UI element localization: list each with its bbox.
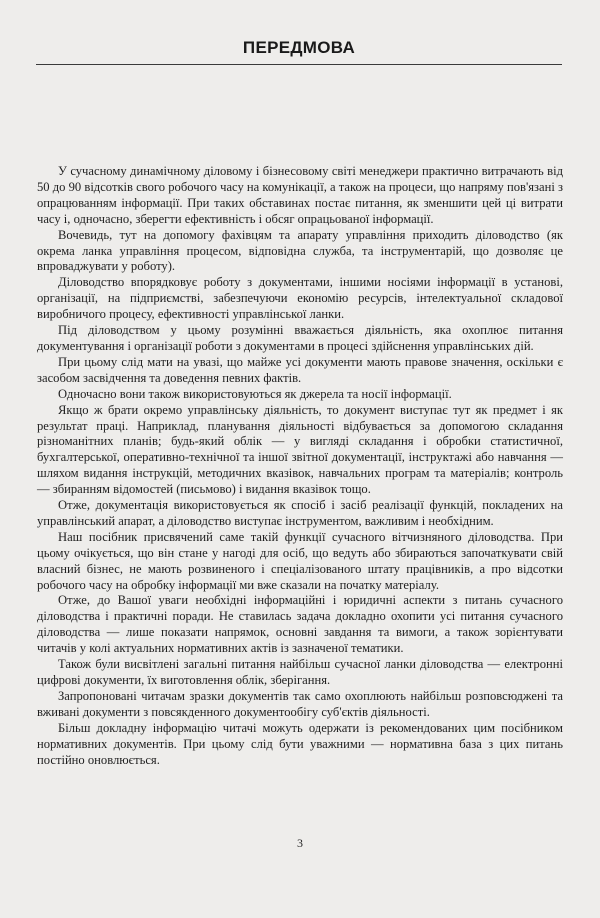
paragraph: Якщо ж брати окремо управлінську діяльність, то документ виступає тут як предмет і як результат праці. Наприклад, планування діяльності відбувається за допомогою складання різноманітних планів; будь-який облік — у вигляді складання і обробки статистичної, бухгалтерської, оперативно-технічної та іншої звітної документації, інструктажі або навчання — шляхом видання інструкцій, методичних вказівок, навчальних програм та матеріалів; контроль — збиранням відомостей (письмово) і видання вказівок тощо. (37, 402, 563, 497)
paragraph: Отже, документація використовується як спосіб і засіб реалізації функцій, покладених на управлінський апарат, а діловодство виступає інструментом, важливим і необхідним. (37, 498, 563, 528)
paragraph: Наш посібник присвячений саме такій функції сучасного вітчизняного діловодства. При цьому очікується, що він стане у нагоді для осіб, що ведуть або збираються започаткувати свій власний бізнес, не мають розвиненого і спеціалізованого штату працівників, а про відсотки робочого часу на обробку інформації ми вже сказали на початку матеріалу. (37, 529, 563, 592)
paragraph: Більш докладну інформацію читачі можуть одержати із рекомендованих цим посібником нормативних документів. При цьому слід бути уважними — нормативна база з цих питань постійно оновлюється. (37, 720, 563, 767)
paragraph: Також були висвітлені загальні питання найбільш сучасної ланки діловодства — електронні цифрові документи, їх виготовлення облік, зберігання. (37, 657, 563, 687)
paragraph: У сучасному динамічному діловому і бізнесовому світі менеджери практично витрачають від 50 до 90 відсотків свого робочого часу на комунікації, а також на процеси, що напряму пов'язані з опрацюванням інформації. При таких обставинах постає питання, як зменшити цей ці витрати часу і, одночасно, зберегти ефективність і обсяг опрацьованої інформації. (37, 164, 563, 226)
page-title: ПЕРЕДМОВА (242, 38, 356, 57)
paragraph: Отже, до Вашої уваги необхідні інформаційні і юридичні аспекти з питань сучасного діловодства і практичні поради. Не ставилась задача докладно охопити усі питання сучасного діловодства — лише показати напрямок, основні завдання та вимоги, а також зорієнтувати читачів у колі актуальних нормативних актів із зазначеної тематики. (37, 593, 563, 656)
page-number: 3 (297, 836, 303, 850)
paragraph: Одночасно вони також використовуються як джерела та носії інформації. (58, 386, 452, 401)
page-header (36, 38, 562, 65)
body-text (37, 164, 563, 768)
paragraph: Вочевидь, тут на допомогу фахівцям та апарату управління приходить діловодство (як окрема ланка управління процесом, відповідна служба, та інструментарій, що дозволяє це впроваджувати у роботу). (37, 227, 563, 274)
paragraph: Запропоновані читачам зразки документів так само охоплюють найбільш розповсюджені та вживані документи з повсякденного документообігу суб'єктів діяльності. (37, 688, 563, 719)
paragraph: Під діловодством у цьому розумінні вважається діяльність, яка охоплює питання документування і організації роботи з документами в процесі здійснення управлінських дій. (37, 323, 563, 353)
header-rule (36, 64, 562, 65)
paragraph: Діловодство впорядковує роботу з документами, іншими носіями інформації в установі, організації, на підприємстві, забезпечуючи економію ресурсів, інтелектуальної складової виробничого процесу, ефективності управлінської ланки. (37, 275, 563, 322)
paragraph: При цьому слід мати на увазі, що майже усі документи мають правове значення, оскільки є засобом засвідчення та доведення певних фактів. (37, 354, 563, 385)
